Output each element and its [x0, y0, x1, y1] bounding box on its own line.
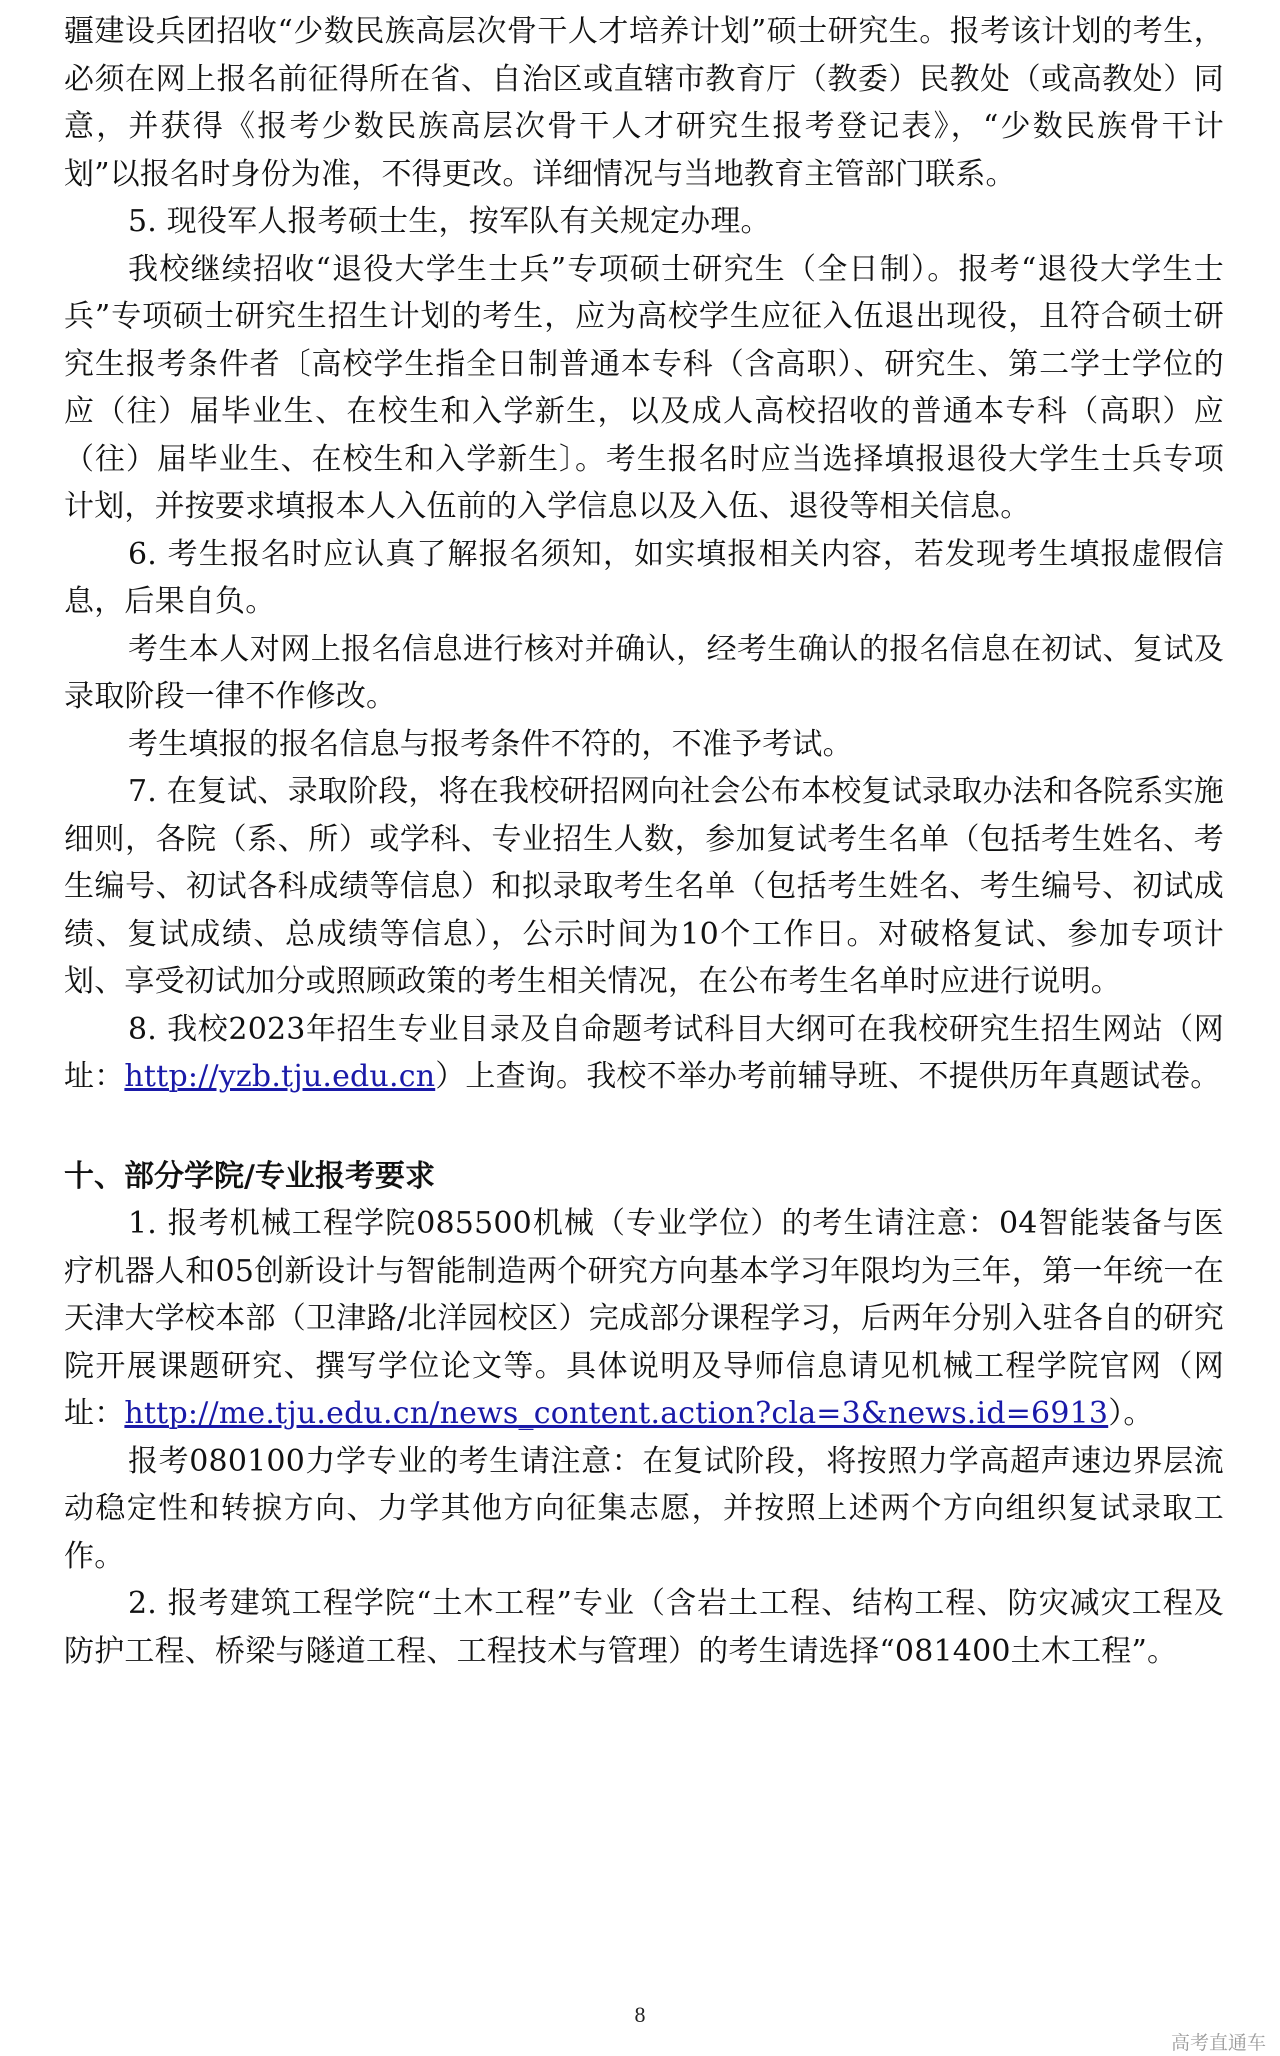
- paragraph: [64, 8, 1224, 198]
- paragraph-text: 2. 报考建筑工程学院“土木工程”专业（含岩土工程、结构工程、防灾减灾工程及防护工程、桥梁与隧道工程、工程技术与管理）的考生请选择“081400土木工程”。: [64, 1586, 1224, 1669]
- paragraph: [64, 1006, 1224, 1101]
- paragraph: [64, 1580, 1224, 1675]
- paragraph: [64, 768, 1224, 1006]
- paragraph: [64, 626, 1224, 721]
- section-registration-notes: [64, 8, 1224, 1101]
- paragraph-text: 考生本人对网上报名信息进行核对并确认，经考生确认的报名信息在初试、复试及录取阶段一律不作修改。: [64, 631, 1224, 714]
- paragraph-text: 考生填报的报名信息与报考条件不符的，不准予考试。: [128, 726, 853, 762]
- paragraph-text: 我校继续招收“退役大学生士兵”专项硕士研究生（全日制）。报考“退役大学生士兵”专项硕士研究生招生计划的考生，应为高校学生应征入伍退出现役，且符合硕士研究生报考条件者〔高校学生指全日制普通本专科（含高职）、研究生、第二学士学位的应（往）届毕业生、在校生和入学新生，以及成人高校招收的普通本专科（高职）应（往）届毕业生、在校生和入学新生〕。考生报名时应当选择填报退役大学生士兵专项计划，并按要求填报本人入伍前的入学信息以及入伍、退役等相关信息。: [64, 251, 1224, 524]
- paragraph-text: 7. 在复试、录取阶段，将在我校研招网向社会公布本校复试录取办法和各院系实施细则，各院（系、所）或学科、专业招生人数，参加复试考生名单（包括考生姓名、考生编号、初试各科成绩等信息）和拟录取考生名单（包括考生姓名、考生编号、初试成绩、复试成绩、总成绩等信息），公示时间为10个工作日。对破格复试、参加专项计划、享受初试加分或照顾政策的考生相关情况，在公布考生名单时应进行说明。: [64, 774, 1224, 999]
- paragraph-text: 5. 现役军人报考硕士生，按军队有关规定办理。: [128, 204, 771, 239]
- paragraph-text: 6. 考生报名时应认真了解报名须知，如实填报相关内容，若发现考生填报虚假信息，后果自负。: [64, 536, 1224, 619]
- section-heading: 十、部分学院/专业报考要求: [64, 1158, 435, 1194]
- paragraph-text: ）上查询。我校不举办考前辅导班、不提供历年真题试卷。: [435, 1059, 1221, 1094]
- paragraph: [64, 721, 1224, 769]
- watermark-text: 高考直通车: [1170, 2032, 1266, 2054]
- page-number: 8: [634, 2002, 646, 2027]
- document-body: [64, 8, 1224, 1675]
- paragraph: [64, 198, 1224, 246]
- url-link[interactable]: http://yzb.tju.edu.cn: [124, 1059, 436, 1094]
- paragraph-text: ）。: [1108, 1396, 1154, 1431]
- paragraph-text: 8. 我校2023年招生专业目录及自命题考试科目大纲可在我校研究生招生网站（网址：: [64, 1011, 1224, 1094]
- paragraph: [64, 531, 1224, 626]
- url-link[interactable]: http://me.tju.edu.cn/news_content.action?cla=3&news.id=6913: [124, 1396, 1109, 1431]
- paragraph-text: 报考080100力学专业的考生请注意：在复试阶段，将按照力学高超声速边界层流动稳定性和转捩方向、力学其他方向征集志愿，并按照上述两个方向组织复试录取工作。: [64, 1443, 1224, 1574]
- paragraph: [64, 1438, 1224, 1581]
- paragraph-text: 疆建设兵团招收“少数民族高层次骨干人才培养计划”硕士研究生。报考该计划的考生，必须在网上报名前征得所在省、自治区或直辖市教育厅（教委）民教处（或高教处）同意，并获得《报考少数民族高层次骨干人才研究生报考登记表》，“少数民族骨干计划”以报名时身份为准，不得更改。详细情况与当地教育主管部门联系。: [64, 14, 1224, 192]
- paragraph-text: 1. 报考机械工程学院085500机械（专业学位）的考生请注意：04智能装备与医疗机器人和05创新设计与智能制造两个研究方向基本学习年限均为三年，第一年统一在天津大学校本部（卫津路/北洋园校区）完成部分课程学习，后两年分别入驻各自的研究院开展课题研究、撰写学位论文等。具体说明及导师信息请见机械工程学院官网（网址：: [64, 1206, 1224, 1431]
- paragraph: [64, 1200, 1224, 1438]
- section-college-requirements: [64, 1200, 1224, 1675]
- paragraph: [64, 246, 1224, 531]
